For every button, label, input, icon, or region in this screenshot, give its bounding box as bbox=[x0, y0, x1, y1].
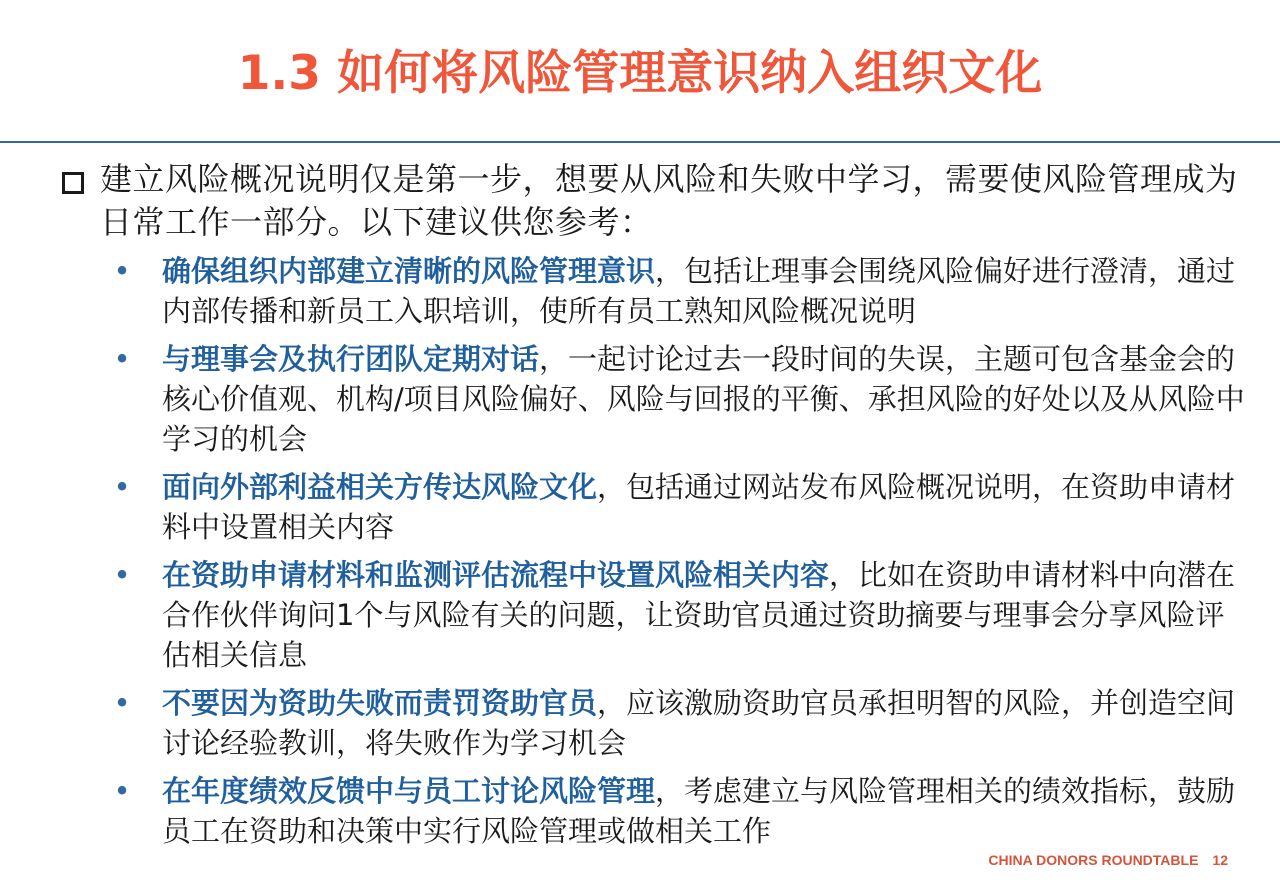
slide-title: 1.3 如何将风险管理意识纳入组织文化 bbox=[237, 46, 1043, 101]
slide-footer bbox=[988, 852, 1228, 868]
list-item-body: ，考虑建立与风险管理相关的绩效指标，鼓励员工在资助和决策中实行风险管理或做相关工作 bbox=[162, 774, 1236, 848]
list-item-heading: 确保组织内部建立清晰的风险管理意识 bbox=[162, 254, 656, 288]
list-item bbox=[112, 339, 1252, 459]
list-item-heading: 面向外部利益相关方传达风险文化 bbox=[162, 470, 598, 504]
list-item-body: ，比如在资助申请材料中向潜在合作伙伴询问1个与风险有关的问题，让资助官员通过资助摘要与理事会分享风险评估相关信息 bbox=[162, 558, 1236, 672]
bullet-icon: • bbox=[113, 686, 131, 720]
list-item-heading: 在资助申请材料和监测评估流程中设置风险相关内容 bbox=[162, 558, 830, 592]
list-item bbox=[112, 555, 1252, 675]
intro-item bbox=[62, 158, 1252, 244]
list-item bbox=[112, 251, 1252, 331]
list-item bbox=[112, 683, 1252, 763]
list-item-heading: 不要因为资助失败而责罚资助官员 bbox=[162, 686, 598, 720]
list-item-heading: 在年度绩效反馈中与员工讨论风险管理 bbox=[162, 774, 656, 808]
footer-org: CHINA DONORS ROUNDTABLE bbox=[988, 852, 1199, 868]
intro-text: 建立风险概况说明仅是第一步，想要从风险和失败中学习，需要使风险管理成为日常工作一部分。以下建议供您参考： bbox=[100, 160, 1238, 241]
title-divider bbox=[0, 141, 1280, 143]
list-item-body: ，包括通过网站发布风险概况说明，在资助申请材料中设置相关内容 bbox=[162, 470, 1236, 544]
square-bullet-icon bbox=[62, 172, 84, 194]
list-item bbox=[112, 771, 1252, 851]
list-item bbox=[112, 467, 1252, 547]
bullet-icon: • bbox=[113, 470, 131, 504]
list-item-body: ，应该激励资助官员承担明智的风险，并创造空间讨论经验教训，将失败作为学习机会 bbox=[162, 686, 1236, 760]
bullet-icon: • bbox=[113, 254, 131, 288]
page-number: 12 bbox=[1212, 852, 1228, 868]
bullet-icon: • bbox=[113, 774, 131, 808]
bullet-icon: • bbox=[113, 342, 131, 376]
suggestion-list bbox=[112, 251, 1252, 859]
list-item-body: ，包括让理事会围绕风险偏好进行澄清，通过内部传播和新员工入职培训，使所有员工熟知风险概况说明 bbox=[162, 254, 1236, 328]
bullet-icon: • bbox=[113, 558, 131, 592]
list-item-heading: 与理事会及执行团队定期对话 bbox=[162, 342, 540, 376]
list-item-body: ，一起讨论过去一段时间的失误，主题可包含基金会的核心价值观、机构/项目风险偏好、风险与回报的平衡、承担风险的好处以及从风险中学习的机会 bbox=[162, 342, 1245, 456]
